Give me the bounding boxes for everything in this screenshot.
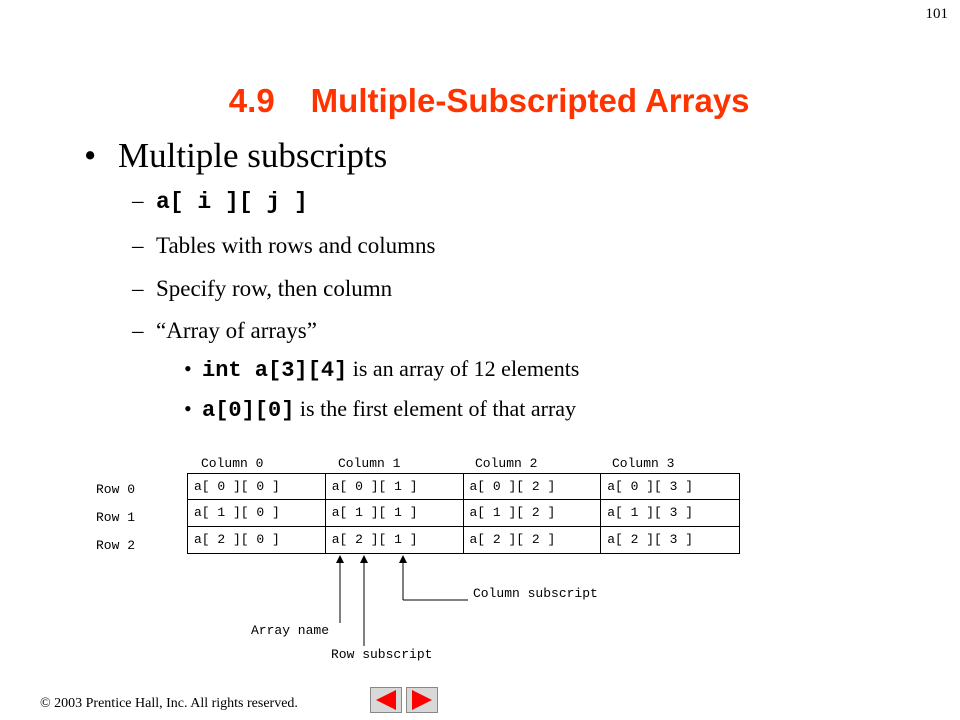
- nested-item-text: is the first element of that array: [294, 396, 577, 421]
- sub-item-text: Specify row, then column: [156, 276, 393, 301]
- sub-item-0: [132, 188, 308, 215]
- array-cell-1-3: a[ 1 ][ 3 ]: [601, 500, 739, 526]
- array-cell-2-0: a[ 2 ][ 0 ]: [188, 527, 326, 553]
- nested-item-0: [184, 356, 579, 383]
- main-bullet-text: Multiple subscripts: [118, 136, 388, 175]
- array-cell-1-2: a[ 1 ][ 2 ]: [464, 500, 602, 526]
- array-cell-0-0: a[ 0 ][ 0 ]: [188, 474, 326, 500]
- copyright-icon: ©: [40, 696, 51, 711]
- nested-item-text: is an array of 12 elements: [347, 356, 580, 381]
- dash-icon: –: [132, 276, 144, 301]
- section-number: 4.9: [228, 82, 275, 119]
- column-header-1: Column 1: [338, 456, 401, 471]
- column-header-3: Column 3: [612, 456, 675, 471]
- next-slide-button[interactable]: [406, 687, 438, 713]
- right-triangle-icon: [406, 687, 438, 713]
- column-subscript-label: Column subscript: [473, 586, 598, 601]
- sub-item-text: “Array of arrays”: [156, 318, 317, 343]
- nested-item-code: int a[3][4]: [202, 358, 348, 383]
- copyright-notice: [40, 696, 298, 712]
- nested-item-1: [184, 396, 576, 423]
- main-bullet: [84, 136, 387, 176]
- sub-item-2: [132, 276, 392, 302]
- left-triangle-icon: [370, 687, 402, 713]
- sub-item-text: a[ i ][ j ]: [156, 189, 308, 215]
- column-subscript-arrowhead-icon: [399, 555, 407, 563]
- dash-icon: –: [132, 233, 144, 258]
- page-number: 101: [925, 6, 948, 22]
- array-cell-0-1: a[ 0 ][ 1 ]: [326, 474, 464, 500]
- copyright-text: 2003 Prentice Hall, Inc. All rights reserved.: [50, 696, 298, 711]
- nested-item-code: a[0][0]: [202, 398, 295, 423]
- row-subscript-label: Row subscript: [331, 647, 433, 662]
- row-label-0: Row 0: [96, 482, 136, 497]
- column-header-2: Column 2: [475, 456, 538, 471]
- array-cell-1-0: a[ 1 ][ 0 ]: [188, 500, 326, 526]
- array-cell-1-1: a[ 1 ][ 1 ]: [326, 500, 464, 526]
- array-name-label: Array name: [251, 623, 330, 638]
- dash-icon: –: [132, 318, 144, 343]
- array-cell-0-3: a[ 0 ][ 3 ]: [601, 474, 739, 500]
- sub-item-text: Tables with rows and columns: [156, 233, 436, 258]
- dash-icon: –: [132, 188, 144, 213]
- array-cell-0-2: a[ 0 ][ 2 ]: [464, 474, 602, 500]
- column-header-0: Column 0: [201, 456, 264, 471]
- array-cell-2-2: a[ 2 ][ 2 ]: [464, 527, 602, 553]
- row-subscript-arrowhead-icon: [360, 555, 368, 563]
- row-label-2: Row 2: [96, 538, 136, 553]
- sub-item-1: [132, 233, 435, 259]
- bullet-dot-icon: •: [184, 356, 192, 381]
- array-cell-2-3: a[ 2 ][ 3 ]: [607, 532, 694, 548]
- row-label-1: Row 1: [96, 510, 136, 525]
- sub-item-3: [132, 318, 317, 344]
- bullet-dot-icon: •: [184, 396, 192, 421]
- previous-slide-button[interactable]: [370, 687, 402, 713]
- array-cell-2-1: a[ 2 ][ 1 ]: [326, 527, 464, 553]
- array-grid: [187, 473, 740, 554]
- title-text: Multiple-Subscripted Arrays: [310, 82, 750, 119]
- bullet-dot-icon: •: [84, 136, 97, 175]
- slide-title: [0, 44, 960, 120]
- array-name-arrowhead-icon: [336, 555, 344, 563]
